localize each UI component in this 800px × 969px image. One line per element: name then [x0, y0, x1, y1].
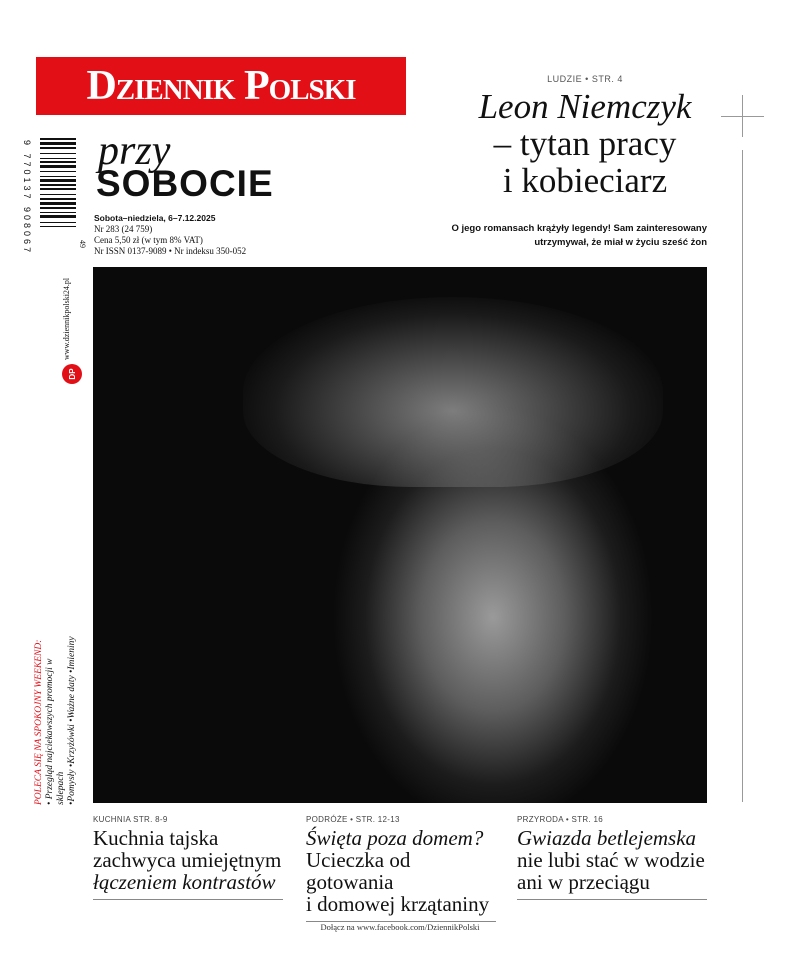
recommend-line: • Przegląd najciekawszych promocji w sklepach	[45, 658, 66, 805]
recommend-line: •Pomysły •Krzyżówki •Ważne daty •Imieniny	[67, 636, 77, 805]
barcode-stripe	[40, 198, 76, 200]
teaser-line: Kuchnia tajska	[93, 826, 219, 850]
divider	[517, 899, 707, 900]
recommendations	[34, 630, 78, 805]
barcode-stripe	[40, 179, 76, 182]
cover-story-kicker: LUDZIE • STR. 4	[547, 74, 623, 84]
barcode	[40, 138, 76, 256]
website-link[interactable]: www.dziennikpolski24.pl	[62, 277, 71, 360]
barcode-stripe	[40, 142, 76, 145]
issue-info	[94, 213, 246, 257]
barcode-digits: 9 770137 908067	[22, 140, 32, 256]
teaser-line: nie lubi stać w wodzie	[517, 848, 705, 872]
issue-number: Nr 283 (24 759)	[94, 224, 153, 234]
teaser-podroze[interactable]	[306, 815, 496, 922]
cover-story-headline[interactable]	[440, 88, 730, 199]
supplement-title: SOBOCIE	[96, 163, 274, 204]
vertical-rule	[742, 150, 743, 802]
teaser-line: łączeniem kontrastów	[93, 870, 276, 894]
teaser-kicker: PODRÓŻE • STR. 12-13	[306, 815, 400, 824]
barcode-stripe	[40, 161, 76, 163]
teaser-kuchnia[interactable]	[93, 815, 283, 900]
headline-line: i kobieciarz	[502, 161, 668, 200]
crosshair-mark	[742, 95, 743, 137]
barcode-stripe	[40, 158, 76, 159]
cover-photo	[93, 267, 707, 803]
supplement-title-top: przy	[98, 128, 171, 174]
dp-logo-icon: DP	[62, 364, 82, 384]
recommend-title: POLECA SIĘ NA SPOKOJNY WEEKEND:	[34, 639, 44, 805]
issue-issn: Nr ISSN 0137-9089 • Nr indeksu 350-052	[94, 246, 247, 256]
teaser-kicker: PRZYRODA • STR. 16	[517, 815, 603, 824]
issue-date: Sobota–niedziela, 6–7.12.2025	[94, 213, 216, 223]
barcode-stripe	[40, 147, 76, 149]
teaser-line: zachwyca umiejętnym	[93, 848, 282, 872]
masthead-logo: Dziennik Polski	[36, 57, 406, 115]
teaser-line: i domowej krzątaniny	[306, 892, 490, 916]
teaser-line: Gwiazda betlejemska	[517, 826, 697, 850]
barcode-stripe	[40, 188, 76, 190]
barcode-stripe	[40, 207, 76, 209]
teaser-line: ani w przeciągu	[517, 870, 650, 894]
teaser-kicker: KUCHNIA STR. 8-9	[93, 815, 168, 824]
barcode-stripe	[40, 184, 76, 186]
barcode-stripe	[40, 153, 76, 154]
barcode-stripe	[40, 171, 76, 172]
barcode-stripe	[40, 222, 76, 223]
teaser-line: Ucieczka od gotowania	[306, 848, 411, 894]
barcode-stripe	[40, 165, 76, 168]
headline-line: Leon Niemczyk	[478, 87, 692, 126]
barcode-stripe	[40, 176, 76, 177]
facebook-link[interactable]: Dołącz na www.facebook.com/DziennikPolski	[320, 922, 480, 932]
barcode-stripe	[40, 194, 76, 195]
teaser-przyroda[interactable]	[517, 815, 707, 900]
barcode-stripe	[40, 226, 76, 227]
divider	[93, 899, 283, 900]
barcode-stripe	[40, 215, 76, 218]
barcode-stripe	[40, 212, 76, 213]
barcode-addon: 49	[78, 240, 87, 248]
barcode-stripe	[40, 202, 76, 205]
teaser-line: Święta poza domem?	[306, 826, 484, 850]
cover-story-lede: O jego romansach krążyły legendy! Sam zainteresowany utrzymywał, że miał w życiu sześć żon	[451, 223, 707, 248]
headline-line: – tytan pracy	[493, 124, 677, 163]
barcode-stripe	[40, 138, 76, 140]
issue-price: Cena 5,50 zł (w tym 8% VAT)	[94, 235, 203, 245]
